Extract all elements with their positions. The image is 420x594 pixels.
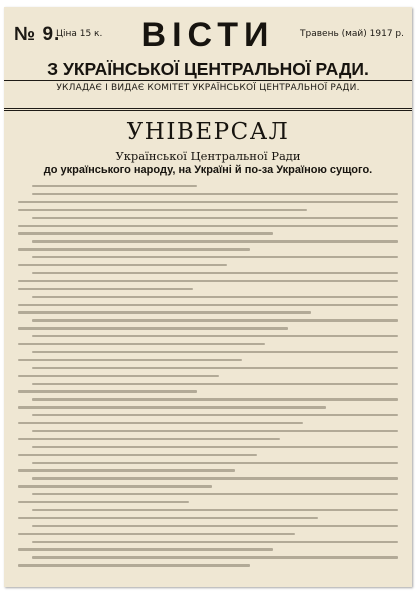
publisher-line: УКЛАДАЄ І ВИДАЄ КОМІТЕТ УКРАЇНСЬКОЇ ЦЕНТРАЛЬНОЇ РАДИ.: [56, 83, 360, 93]
newspaper-title: ВІСТИ: [141, 16, 275, 54]
body-text-line: [32, 367, 398, 369]
body-text-line: [32, 240, 398, 242]
body-text-line: [18, 548, 273, 550]
body-text-line: [18, 225, 398, 227]
masthead-rule-bottom-double: [4, 110, 412, 111]
body-text-line: [32, 477, 398, 479]
body-text-line: [32, 335, 398, 337]
body-text-line: [32, 541, 398, 543]
body-text-line: [32, 185, 197, 187]
newspaper-subtitle: З УКРАЇНСЬКОЇ ЦЕНТРАЛЬНОЇ РАДИ.: [47, 59, 369, 79]
body-text-line: [18, 517, 318, 519]
issue-date: Травень (май) 1917 р.: [300, 29, 404, 39]
body-text-line: [32, 383, 398, 385]
document-address-line: до українського народу, на Україні й по-за Україною сущого.: [43, 164, 373, 176]
masthead-rule-top: [4, 80, 412, 81]
body-text-line: [18, 390, 197, 392]
body-text-line: [18, 438, 280, 440]
body-text-line: [32, 351, 398, 353]
issue-number: № 9.: [14, 24, 61, 45]
document-subtitle: Української Центральної Ради: [115, 149, 301, 163]
body-text-line: [32, 509, 398, 511]
body-text-line: [18, 280, 398, 282]
body-text-line: [18, 327, 288, 329]
body-text-line: [32, 446, 398, 448]
body-text-line: [32, 256, 398, 258]
body-text-line: [18, 564, 250, 566]
masthead-rule-bottom: [4, 108, 412, 109]
body-text-line: [32, 319, 398, 321]
body-text-line: [32, 493, 398, 495]
body-text-line: [18, 375, 219, 377]
body-text-line: [18, 454, 257, 456]
body-text-line: [18, 248, 250, 250]
body-text-line: [18, 485, 212, 487]
body-text-line: [18, 343, 265, 345]
body-text-line: [18, 533, 295, 535]
body-text-line: [32, 296, 398, 298]
body-text-line: [32, 556, 398, 558]
body-text-line: [18, 304, 398, 306]
body-text-line: [18, 406, 326, 408]
body-text-line: [18, 359, 242, 361]
body-text-line: [18, 469, 235, 471]
body-text-line: [32, 193, 398, 195]
body-text-line: [18, 311, 311, 313]
body-text-line: [32, 462, 398, 464]
issue-price: Ціна 15 к.: [56, 29, 103, 39]
body-text-line: [18, 422, 303, 424]
body-text-line: [18, 288, 193, 290]
body-text-line: [18, 209, 307, 211]
body-text-line: [18, 232, 273, 234]
body-text-line: [32, 430, 398, 432]
newspaper-page: [4, 7, 412, 587]
document-title: УНІВЕРСАЛ: [126, 119, 290, 145]
body-text-block: [18, 185, 398, 577]
body-text-line: [18, 264, 227, 266]
body-text-line: [18, 201, 398, 203]
body-text-line: [32, 217, 398, 219]
body-text-line: [32, 272, 398, 274]
body-text-line: [32, 398, 398, 400]
body-text-line: [32, 414, 398, 416]
body-text-line: [18, 501, 189, 503]
body-text-line: [32, 525, 398, 527]
